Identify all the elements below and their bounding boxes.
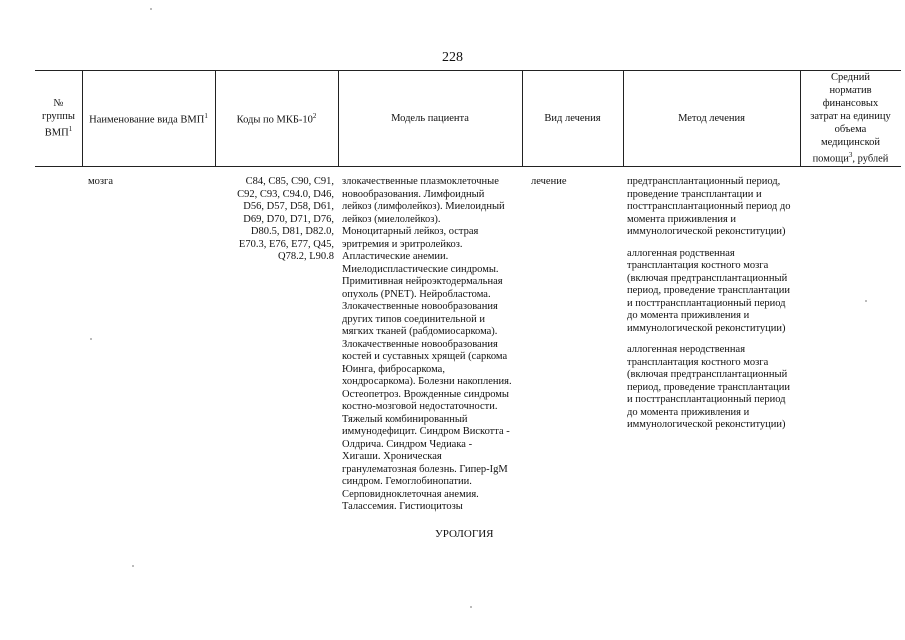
row-treatment-type: лечение — [531, 176, 567, 187]
header-icd-codes — [215, 70, 338, 166]
header-vmp-type-footnote: 1 — [204, 111, 208, 120]
header-patient-model — [338, 70, 522, 166]
header-treatment-type — [522, 70, 623, 166]
header-vmp-type — [82, 70, 215, 166]
scan-speck — [132, 565, 134, 567]
row-patient-model: злокачественные плазмоклеточные новообразования. Лимфоидный лейкоз (лимфолейкоз). Миелоидный лейкоз (миелолейкоз). Моноцитарный лейкоз, острая эритремия и эритролейкоз. Апластические анемии. Миелодиспластические синдромы. Примитивная нейроэктодермальная опухоль (PNET). Нейробластома. Злокачественные новообразования других типов соединительной и мягких тканей (рабдомиосаркома). Злокачественные новообразования костей и суставных хрящей (саркома Юинга, фибросаркома, хондросаркома). Болезни накопления. Остеопетроз. Врожденные синдромы костно-мозговой недостаточности. Тяжелый комбинированный иммунодефицит. Синдром Вискотта - Олдрича. Синдром Чедиака - Хигаши. Хроническая гранулематозная болезнь. Гипер-IgM синдром. Гемоглобинопатии. Серповидноклеточная анемия. Талассемия. Гистиоцитозы — [342, 176, 512, 512]
header-group-number-text: № группы ВМП — [42, 97, 75, 139]
section-title: УРОЛОГИЯ — [435, 528, 494, 540]
table-header-bottom-rule — [35, 166, 901, 167]
header-icd-codes-footnote: 2 — [312, 111, 317, 120]
header-avg-cost — [800, 70, 901, 166]
header-group-number-footnote: 1 — [68, 124, 73, 133]
header-treatment-method-text: Метод лечения — [678, 112, 745, 124]
header-avg-cost-footnote: 3 — [848, 150, 853, 159]
header-icd-codes-text: Коды по МКБ-10 — [236, 114, 313, 126]
header-group-number — [35, 70, 82, 166]
row-vmp-name: мозга — [88, 176, 114, 187]
scan-speck — [470, 606, 472, 608]
header-treatment-method — [623, 70, 800, 166]
treatment-method-item: аллогенная родственная трансплантация костного мозга (включая предтрансплантационный период, проведение трансплантации и посттрансплантационный период до момента приживления и иммунологической реконституции) — [627, 247, 791, 334]
scan-speck — [865, 300, 867, 302]
header-treatment-type-text: Вид лечения — [544, 112, 601, 124]
scan-speck — [90, 338, 92, 340]
header-vmp-type-text: Наименование вида ВМП — [89, 114, 205, 126]
scan-speck — [150, 8, 152, 10]
treatment-method-item: аллогенная неродственная трансплантация костного мозга (включая предтрансплантационный период, проведение трансплантации и посттрансплантационный период до момента приживления и иммунологической реконституции) — [627, 344, 791, 430]
header-patient-model-text: Модель пациента — [391, 112, 469, 124]
header-avg-cost-text: Средний норматив финансовых затрат на единицу объема медицинской помощи — [810, 71, 891, 165]
header-avg-cost-suffix: , рублей — [852, 153, 889, 165]
row-icd-codes: C84, C85, C90, C91, C92, C93, C94.0, D46, D56, D57, D58, D61, D69, D70, D71, D76, D80.5, D81, D82.0, E70.3, E76, E77, Q45, Q78.2, L90.8 — [237, 176, 334, 262]
row-treatment-methods — [627, 176, 801, 441]
treatment-method-item: предтрансплантационный период, проведение трансплантации и посттрансплантационный период до момента приживления и иммунологической реконституции) — [627, 176, 791, 237]
page-number: 228 — [442, 50, 463, 65]
